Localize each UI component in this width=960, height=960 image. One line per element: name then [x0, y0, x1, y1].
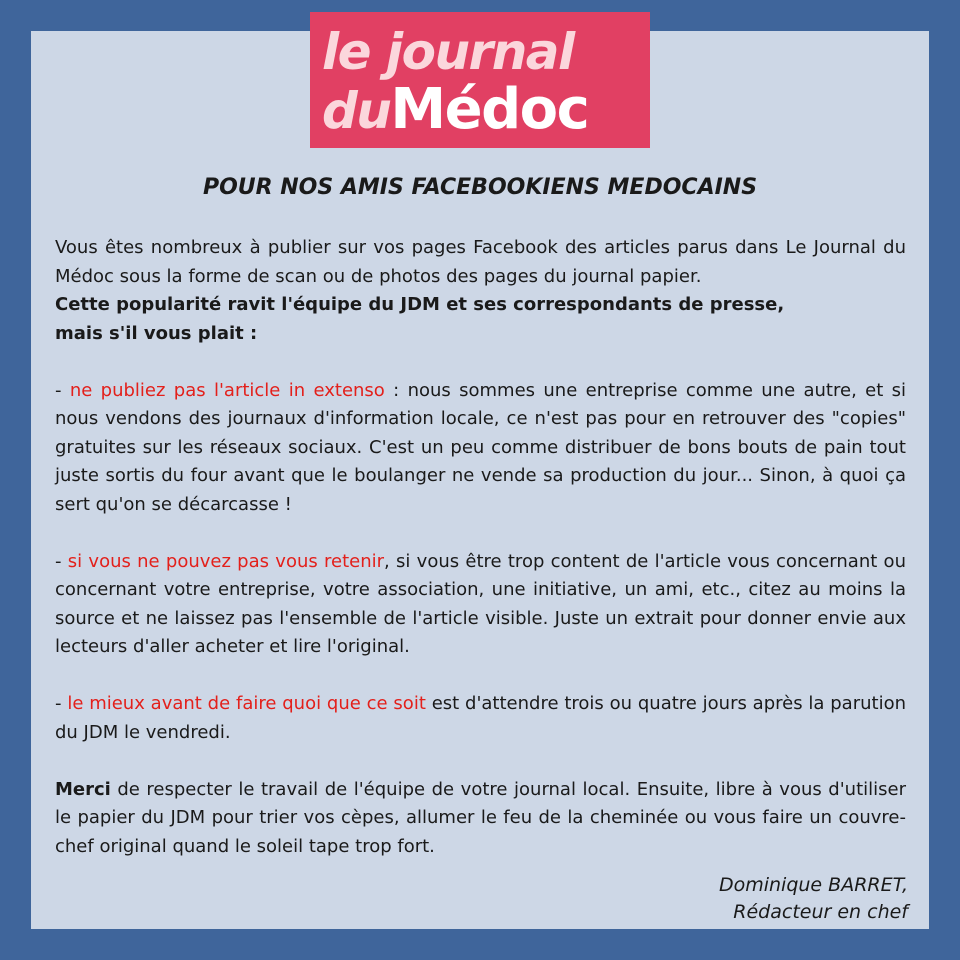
point-2-highlight: si vous ne pouvez pas vous retenir — [67, 550, 385, 572]
intro-paragraph — [55, 234, 906, 291]
logo-du: du — [322, 82, 391, 140]
signature — [719, 872, 908, 926]
logo-medoc: Médoc — [390, 77, 589, 142]
point-2-paragraph — [55, 548, 906, 662]
signature-name: Dominique BARRET, — [718, 874, 908, 896]
intro-bold-line-1: Cette popularité ravit l'équipe du JDM et ses correspondants de presse, — [55, 294, 785, 315]
closing-paragraph — [55, 776, 906, 862]
point-3-paragraph — [55, 690, 906, 747]
logo-line-2 — [322, 77, 589, 142]
point-3-dash: - — [55, 693, 68, 714]
point-1-paragraph — [55, 377, 906, 520]
point-2-dash: - — [55, 550, 68, 572]
page-title: POUR NOS AMIS FACEBOOKIENS MEDOCAINS — [202, 175, 758, 200]
journal-logo — [310, 12, 650, 148]
point-2-text: , si vous être trop content de l'article vous concernant ou concernant votre entreprise, votre association, une initiative, un ami, etc., citez au moins la source et ne laissez pas l'ensemble de l'article visible. Juste un extrait pour donner envie aux lecteurs d'aller acheter et lire l'original. — [55, 550, 906, 657]
closing-bold: Merci — [55, 778, 111, 800]
point-1-dash: - — [55, 379, 70, 401]
point-1-text: : nous sommes une entreprise comme une autre, et si nous vendons des journaux d'information locale, ce n'est pas pour en retrouver des "copies" gratuites sur les réseaux sociaux. C'est un peu comme distribuer de bons bouts de pain tout juste sortis du four avant que le boulanger ne vende sa production du jour... Sinon, à quoi ça sert qu'on se décarcasse ! — [55, 379, 906, 515]
point-1-highlight: ne publiez pas l'article in extenso — [69, 379, 385, 401]
point-3-highlight: le mieux avant de faire quoi que ce soit — [67, 693, 426, 714]
intro-text: Vous êtes nombreux à publier sur vos pages Facebook des articles parus dans Le Journal du Médoc sous la forme de scan ou de photos des pages du journal papier. — [55, 237, 906, 287]
logo-line-1: le journal — [322, 23, 574, 81]
article-body — [55, 234, 906, 890]
signature-role: Rédacteur en chef — [733, 901, 908, 923]
point-3-text: est d'attendre trois ou quatre jours après la parution du JDM le vendredi. — [55, 693, 907, 743]
intro-bold-line-2: mais s'il vous plait : — [55, 322, 258, 344]
closing-text: de respecter le travail de l'équipe de votre journal local. Ensuite, libre à vous d'utiliser le papier du JDM pour trier vos cèpes, allumer le feu de la cheminée ou vous faire un couvre-chef original quand le soleil tape trop fort. — [55, 778, 906, 857]
